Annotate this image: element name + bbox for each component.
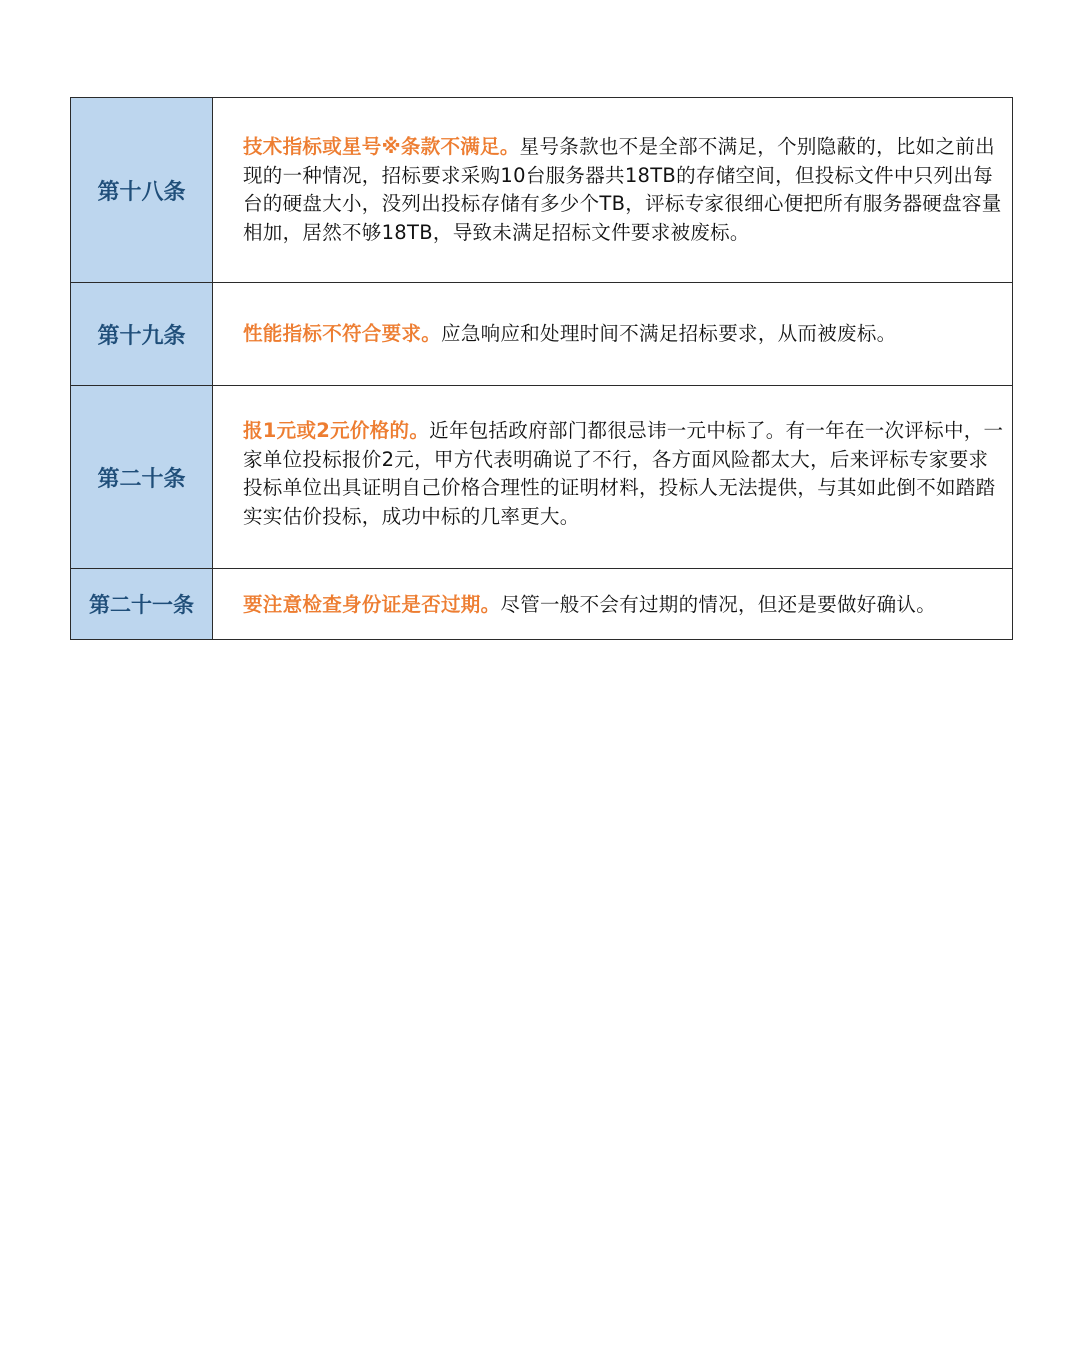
clause-text-21: 尽管一般不会有过期的情况，但还是要做好确认。 — [500, 592, 937, 616]
clause-label-18: 第十八条 — [71, 98, 213, 283]
clause-highlight-19: 性能指标不符合要求。 — [243, 321, 442, 345]
clause-label-19: 第十九条 — [71, 283, 213, 386]
clause-highlight-21: 要注意检查身份证是否过期。 — [243, 592, 501, 616]
clause-body-19 — [213, 283, 1013, 386]
table-row-20 — [71, 386, 1013, 569]
clause-text-20: 近年包括政府部门都很忌讳一元中标了。有一年在一次评标中，一家单位投标报价2元，甲方代表明确说了不行，各方面风险都太大，后来评标专家要求投标单位出具证明自己价格合理性的证明材料，投标人无法提供，与其如此倒不如踏踏实实估价投标，成功中标的几率更大。 — [243, 419, 1004, 528]
clause-text-18: 星号条款也不是全部不满足，个别隐蔽的，比如之前出现的一种情况，招标要求采购10台服务器共18TB的存储空间，但投标文件中只列出每台的硬盘大小，没列出投标存储有多少个TB，评标专家很细心便把所有服务器硬盘容量相加，居然不够18TB，导致未满足招标文件要求被废标。 — [243, 135, 1002, 244]
clause-highlight-20: 报1元或2元价格的。 — [243, 419, 430, 442]
table-row-19 — [71, 283, 1013, 386]
clause-body-18 — [213, 98, 1013, 283]
clause-highlight-18: 技术指标或星号※条款不满足。 — [243, 135, 520, 158]
clause-table — [70, 97, 1013, 640]
clause-label-21: 第二十一条 — [71, 569, 213, 640]
clause-body-20 — [213, 386, 1013, 569]
table-row-18 — [71, 98, 1013, 283]
clause-text-19: 应急响应和处理时间不满足招标要求，从而被废标。 — [441, 321, 897, 345]
clause-body-21 — [213, 569, 1013, 640]
table-row-21 — [71, 569, 1013, 640]
clause-label-20: 第二十条 — [71, 386, 213, 569]
